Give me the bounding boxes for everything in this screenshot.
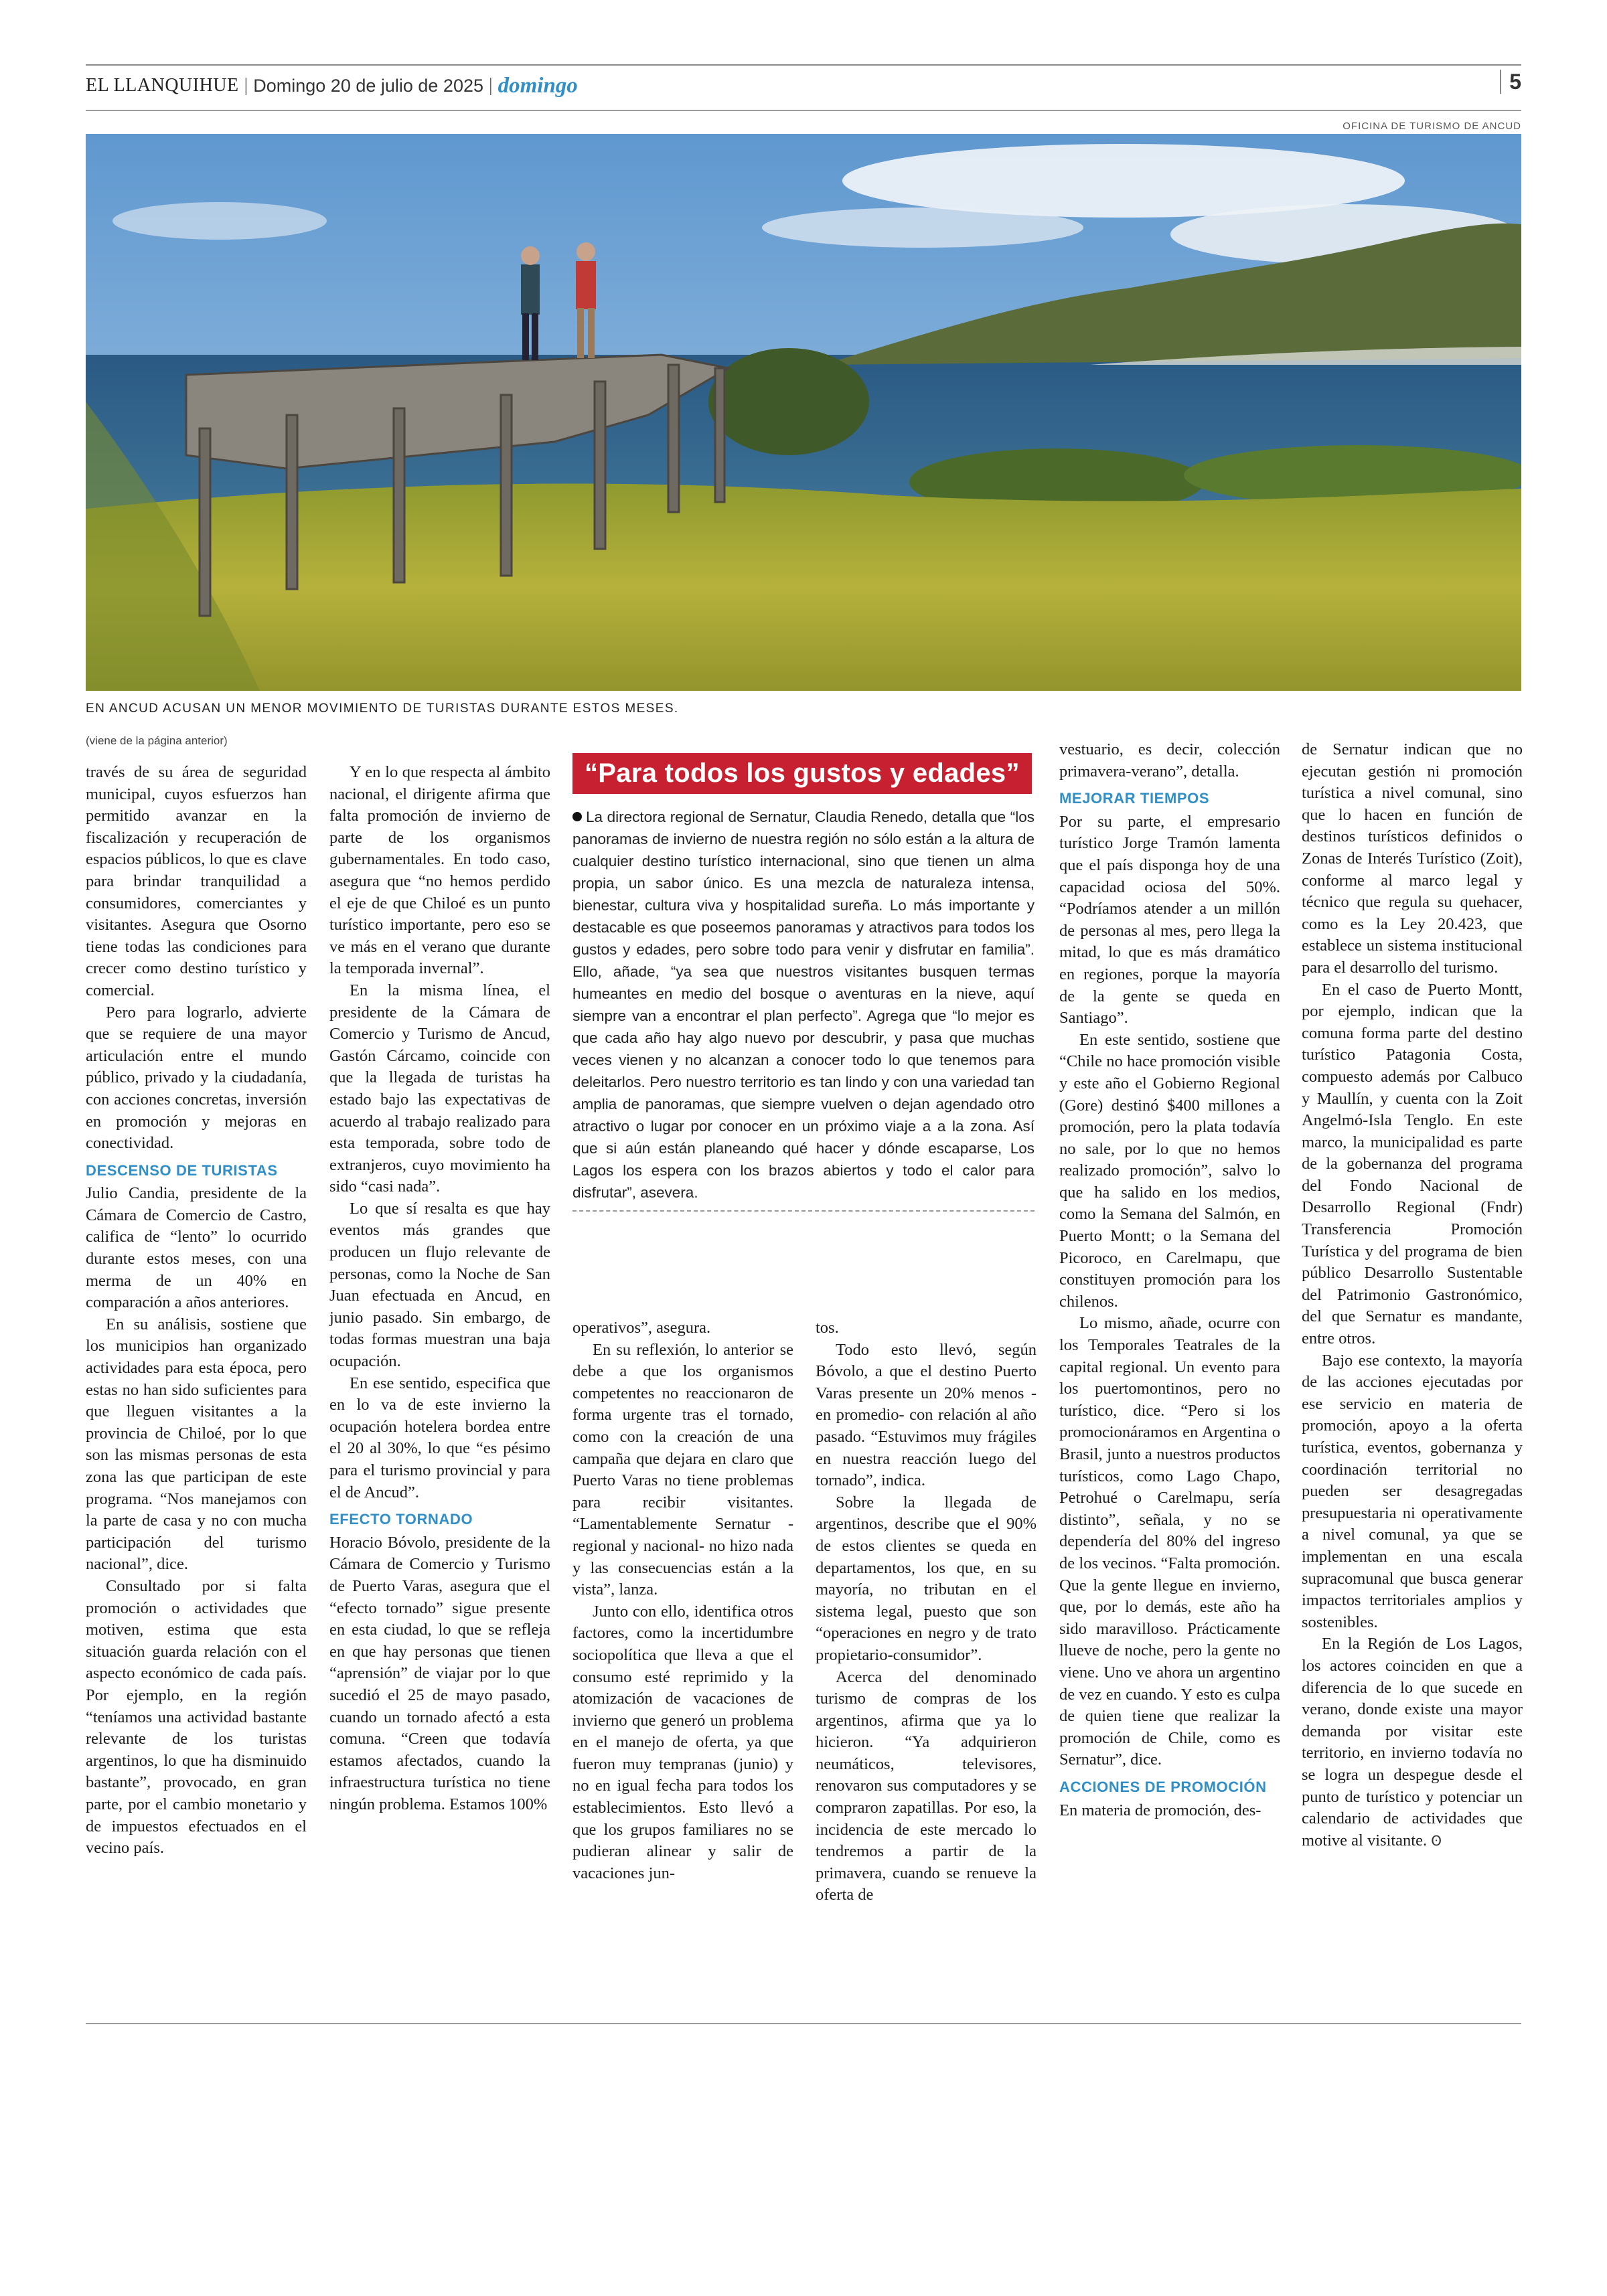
paragraph: En materia de promoción, des- [1059,1801,1261,1819]
lead-photo [86,134,1521,691]
page-number: 5 [1500,70,1521,94]
paragraph: Todo esto llevó, según Bóvolo, a que el destino Puerto Varas presente un 20% menos -en promedio- con relación al año pasado. “Estuvimos muy frágiles en nuestra reacción luego del tornado”, indica. [816,1340,1037,1490]
continuation-note: (viene de la página anterior) [86,734,228,747]
sidebar-body [572,806,1035,1204]
paragraph: Y en lo que respecta al ámbito nacional, el dirigente afirma que falta promoción de invierno de parte de los organismos gubernamentales. En todo caso, asegura que “no hemos perdido el eje de que Chiloé es un punto turístico importante, pero eso se ve más en el verano que durante la temporada invernal”. [329,763,550,978]
cloud [762,208,1083,248]
subheading-acciones: ACCIONES DE PROMOCIÓN [1059,1778,1267,1795]
paragraph: En este sentido, sostiene que “Chile no hace promoción visible y este año el Gobierno Regional (Gore) destinó $400 millones a promoción, pero la plata todavía no sale, por lo que no hemos realizado promoción”, salvo lo que ha salido en los medios, como la Semana del Salmón, en Puerto Montt; o la Semana del Picoroco, en Carelmapu, que constituyen promoción para los chilenos. [1059,1030,1280,1311]
footer-rule [86,2023,1521,2024]
paragraph: Acerca del denominado turismo de compras de los argentinos, afirma que ya lo hicieron. “Ya adquirieron neumáticos, televisores, renovaron sus computadores y se compraron zapatillas. Por eso, la incidencia de este mercado lo tendremos a partir de la primavera, cuando se renueve la oferta de [816,1667,1037,1904]
article-column-4 [816,1317,1037,1906]
photo-caption: EN ANCUD ACUSAN UN MENOR MOVIMIENTO DE TURISTAS DURANTE ESTOS MESES. [86,702,679,716]
masthead-separator: | [489,75,493,96]
paragraph: Junto con ello, identifica otros factores, como la incertidumbre sociopolítica que lleva a que el consumo esté reprimido y la atomización de vacaciones de invierno que generó un problema en el manejo de oferta, ya que fueron muy tempranas (junio) y no en igual fecha para todos los establecimientos. Esto llevó a que los grupos familiares no se pudieran alinear y salir de vacaciones jun- [572,1602,793,1882]
paragraph: operativos”, asegura. [572,1319,711,1337]
paragraph: Horacio Bóvolo, presidente de la Cámara de Comercio y Turismo de Puerto Varas, asegura que el “efecto tornado” sigue presente en esta ciudad, lo que se refleja en que hay personas que tienen “aprensión” de viajar por lo que sucedió el 25 de mayo pasado, cuando un tornado afectó a esta comuna. “Creen que todavía estamos afectados, cuando la infraestructura turística no tiene ningún problema. Estamos 100% [329,1533,550,1813]
sidebar-title: “Para todos los gustos y edades” [572,753,1032,794]
header-bottom-rule [86,110,1521,111]
paragraph: Julio Candia, presidente de la Cámara de Comercio de Castro, califica de “lento” lo ocurrido durante estos meses, con una merma de un 40% en comparación a años anteriores. [86,1184,307,1312]
paragraph-text: En la Región de Los Lagos, los actores coinciden en que a diferencia de lo que sucede en verano, donde existe una mayor demanda por visitar este territorio, en invierno todavía no se logra un despegue desde el punto de turístico y potenciar un calendario de actividades que motive al visitante. [1302,1635,1523,1850]
paragraph: Lo que sí resalta es que hay eventos más grandes que producen un flujo relevante de personas, como la Noche de San Juan efectuada en Ancud, en junio pasado. Sin embargo, de todas formas muestran una baja ocupación. [329,1199,550,1371]
publication-name: EL LLANQUIHUE [86,75,239,96]
paragraph: Consultado por si falta promoción o actividades que motiven, estima que esta situación guarda relación con el aspecto económico de cada país. Por ejemplo, en la región “teníamos una actividad bastante relevante de los turistas argentinos, lo que ha disminuido bastante”, provocado, en gran parte, por el cambio monetario y de impuestos efectuados en el vecino país. [86,1576,307,1858]
paragraph: Lo mismo, añade, ocurre con los Temporales Teatrales de la capital regional. Un evento para los puertomontinos, pero no turístico, dice. “Pero si los promocionáramos en Argentina o Brasil, junto a nuestros productos turísticos, como Lago Chapo, Petrohué o Carelmapu, sería distinto”, señala, y no se dependería del 80% del ingreso de los vecinos. “Falta promoción. Que la gente llegue en invierno, que, por lo demás, este año ha sido maravilloso. Prácticamente llueve de noche, pero la gente no viene. Uno ve ahora un argentino de vez en cuando. Y esto es culpa de quien tiene que realizar la promoción de Chile, como es Sernatur”, dice. [1059,1314,1280,1769]
subheading-mejorar: MEJORAR TIEMPOS [1059,790,1210,807]
paragraph: Bajo ese contexto, la mayoría de las acciones ejecutadas por ese servicio en materia de promoción, apoyo a la oferta turística, eventos, gobernanza y coordinación territorial no pueden ser desagregadas presupuestaria ni operativamente a nivel comunal, ya que se implementan en una escala supracomunal que busca generar impactos territoriales amplios y sostenibles. [1302,1351,1523,1631]
paragraph: Sobre la llegada de argentinos, describe que el 90% de estos clientes se queda en departamentos, los que, en su mayoría, no tributan en el sistema legal, puesto que son “operaciones en negro y de trato propietario-consumidor”. [816,1493,1037,1664]
header-top-rule [86,64,1521,66]
sidebar-box [572,753,1035,1212]
paragraph: En su reflexión, lo anterior se debe a que los organismos competentes no reaccionaron de forma urgente tras el tornado, como con la creación de una campaña que dejara en claro que Puerto Varas no tiene problemas para recibir visitantes. “Lamentablemente Sernatur -regional y nacional- no hizo nada y las consecuencias están a la vista”, lanza. [572,1340,793,1599]
section-name: domingo [498,73,578,98]
bullet-icon [572,812,582,821]
paragraph: tos. [816,1319,839,1337]
masthead-separator: | [244,75,248,96]
article-column-5 [1059,739,1280,1821]
paragraph: vestuario, es decir, colección primavera-verano”, detalla. [1059,740,1280,781]
subheading-descenso: DESCENSO DE TURISTAS [86,1161,278,1179]
paragraph: En su análisis, sostiene que los municipios han organizado actividades para esta época, pero estas no han sido suficientes para que lleguen visitantes a la provincia de Chiloé, por lo que son las mismas personas de esta zona las que participan de este programa. “Nos manejamos con la parte de casa y no con mucha participación del turismo nacional”, dice. [86,1315,307,1574]
photo-credit: OFICINA DE TURISMO DE ANCUD [1343,120,1521,132]
paragraph: de Sernatur indican que no ejecutan gestión ni promoción turística a nivel comunal, sino que lo hacen en función de destinos turísticos definidos o Zonas de Interés Turístico (Zoit), conforme al marco legal y técnico que regula su quehacer, como es la Ley 20.423, que establece un sistema institucional para el desarrollo del turismo. [1302,740,1523,977]
sidebar-bottom-rule [572,1210,1035,1212]
paragraph: Pero para lograrlo, advierte que se requiere de una mayor articulación entre el mundo público, privado y la ciudadanía, con acciones concretas, inversión en promoción y mejoras en conectividad. [86,1003,307,1153]
end-of-article-icon: ʘ [1431,1832,1442,1849]
paragraph: Por su parte, el empresario turístico Jorge Tramón lamenta que el país disponga hoy de una capacidad ociosa del 50%. “Podríamos atender a un millón de personas al mes, pero llega la mitad, lo que es más dramático en regiones, porque la mayoría de la gente se queda en Santiago”. [1059,812,1280,1028]
issue-date: Domingo 20 de julio de 2025 [253,75,483,96]
grass-field [86,484,1521,691]
coastal-boardwalk-photo [86,134,1521,691]
masthead [86,70,578,102]
paragraph: En ese sentido, especifica que en lo va de este invierno la ocupación hotelera bordea entre el 20 al 30%, lo que “es pésimo para el turismo provincial y para el de Ancud”. [329,1374,550,1501]
article-column-6 [1302,739,1523,1852]
paragraph [1302,1633,1523,1852]
article-column-2 [329,762,550,1816]
subheading-efecto: EFECTO TORNADO [329,1511,473,1528]
article-column-1 [86,762,307,1860]
paragraph: En la misma línea, el presidente de la Cámara de Comercio y Turismo de Ancud, Gastón Cárcamo, coincide con que la llegada de turistas ha estado bajo las expectativas de acuerdo al trabajo realizado para esta temporada, sobre todo de extranjeros, cuyo movimiento ha sido “casi nada”. [329,981,550,1196]
paragraph: través de su área de seguridad municipal, cuyos esfuerzos han permitido avanzar en la fiscalización y recuperación de espacios públicos, lo que es clave para brindar tranquilidad a consumidores, comerciantes y visitantes. Asegura que Osorno tiene todas las condiciones para crecer como destino turístico y comercial. [86,763,307,999]
paragraph: En el caso de Puerto Montt, por ejemplo, indican que la comuna forma parte del destino turístico Patagonia Costa, compuesto además por Calbuco y Maullín, y cuenta con la Zoit Angelmó-Isla Tenglo. En este marco, la municipalidad es parte de la gobernanza del programa del Fondo Nacional de Desarrollo Regional (Fndr) Transferencia Promoción Turística y del programa de bien público Desarrollo Sustentable del Patrimonio Gastronómico, del que Sernatur es mandante, entre otros. [1302,980,1523,1348]
shrub [708,348,869,455]
article-column-3 [572,1317,793,1884]
sidebar-text: La directora regional de Sernatur, Claudia Renedo, detalla que “los panoramas de invierno de nuestra región no sólo están a la altura de cualquier destino turístico internacional, sino que tienen un alma propia, un sabor único. Es una mezcla de naturaleza intensa, bienestar, cultura viva y hospitalidad sureña. Lo más importante y destacable es que poseemos panoramas y atractivos para todos los gustos y edades, pero sobre todo para venir y disfrutar en familia”. Ello, añade, “ya sea que nuestros visitantes busquen termas humeantes en medio del bosque o aventuras en la nieve, aquí siempre van a encontrar el plan perfecto”. Agrega que “lo mejor es que cada año hay algo nuevo por descubrir, y pasa que muchas veces vienen y no alcanzan a conocer todo lo que tenemos para deleitarlos. Pero nuestro territorio es tan lindo y con una variedad tan amplia de panoramas, que siempre vuelven o dejan agendado otro atractivo o lugar por conocer en un próximo viaje a a la zona. Así que si aún están planeando qué hacer y dónde escaparse, Los Lagos los espera con los brazos abiertos y todo el calor para disfrutar”, asevera. [572,809,1035,1201]
cloud [112,202,327,240]
